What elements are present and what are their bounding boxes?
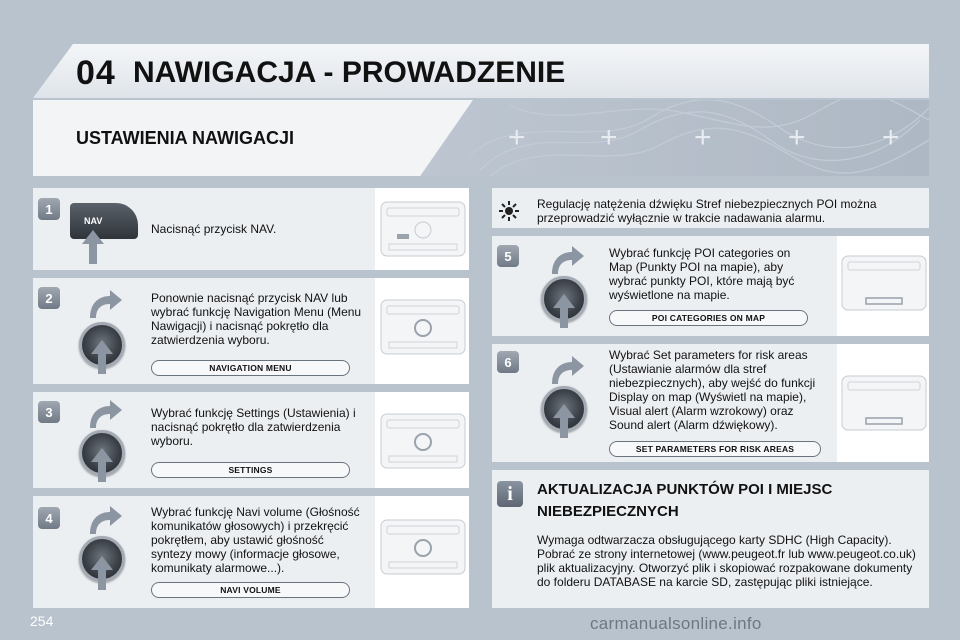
step-5-menu-pill: POI CATEGORIES ON MAP <box>609 310 808 326</box>
plus-decoration: + <box>882 121 900 154</box>
press-arrow-icon <box>553 404 575 438</box>
rotate-arrow-icon <box>548 356 584 386</box>
step-5-badge: 5 <box>497 245 519 267</box>
step-4-text: Wybrać funkcję Navi volume (Głośność komunikatów głosowych) i przekręcić pokrętłem, aby ustawić głośność syntezy mowy (informacje głosowe, komunikaty alarmowe...). <box>151 505 360 575</box>
press-arrow-icon <box>91 448 113 482</box>
radio-faceplate-illustration <box>840 372 928 436</box>
info-title: AKTUALIZACJA PUNKTÓW POI I MIEJSC NIEBEZPIECZNYCH <box>537 481 833 520</box>
page-title: NAWIGACJA - PROWADZENIE <box>133 56 566 89</box>
step-4-badge: 4 <box>38 507 60 529</box>
press-arrow-icon <box>82 230 104 264</box>
step-3-menu-pill: SETTINGS <box>151 462 350 478</box>
radio-faceplate-illustration <box>840 252 928 316</box>
step-5-text: Wybrać funkcję POI categories on Map (Punkty POI na mapie), aby wybrać punkty POI, które mają być wyświetlone na mapie. <box>609 246 795 302</box>
step-6-badge: 6 <box>497 351 519 373</box>
rotate-arrow-icon <box>86 290 122 320</box>
page-number: 254 <box>30 613 54 629</box>
nav-button <box>70 203 138 239</box>
plus-decoration: + <box>788 121 806 154</box>
info-body: Wymaga odtwarzacza obsługującego karty SDHC (High Capacity). Pobrać ze strony internetowej (www.peugeot.fr lub www.peugeot.co.uk) plik aktualizacyjny. Otworzyć plik i skopiować rozpakowane dokumenty do folderu DATABASE na karcie SD, zastępując pliki istniejące. <box>537 533 916 589</box>
section-title: USTAWIENIA NAWIGACJI <box>76 128 295 148</box>
radio-faceplate-illustration <box>379 296 467 360</box>
press-arrow-icon <box>91 340 113 374</box>
plus-decoration: + <box>508 121 526 154</box>
rotate-arrow-icon <box>548 246 584 276</box>
plus-decoration: + <box>694 121 712 154</box>
rotate-arrow-icon <box>86 506 122 536</box>
press-arrow-icon <box>553 294 575 328</box>
radio-faceplate-illustration <box>379 198 467 262</box>
tip-text: Regulację natężenia dźwięku Stref niebezpiecznych POI można przeprowadzić wyłącznie w trakcie nadawania alarmu. <box>537 197 877 225</box>
rotate-arrow-icon <box>86 400 122 430</box>
step-1-badge: 1 <box>38 198 60 220</box>
press-arrow-icon <box>91 556 113 590</box>
chapter-number: 04 <box>76 54 116 92</box>
step-6-text: Wybrać Set parameters for risk areas (Ustawianie alarmów dla stref niebezpiecznych), aby wejść do funkcji Display on map (Wyświetl na mapie), Visual alert (Alarm wzrokowy) oraz Sound alert (Alarm dźwiękowy). <box>609 348 816 432</box>
info-icon: i <box>497 481 523 507</box>
step-2-menu-pill: NAVIGATION MENU <box>151 360 350 376</box>
radio-faceplate-illustration <box>379 410 467 474</box>
plus-decoration: + <box>600 121 618 154</box>
settings-tip-icon <box>498 200 520 222</box>
step-3-badge: 3 <box>38 401 60 423</box>
nav-button-label: NAV <box>84 216 103 226</box>
step-3-text: Wybrać funkcję Settings (Ustawienia) i nacisnąć pokrętło dla zatwierdzenia wyboru. <box>151 406 356 448</box>
header-corner <box>33 44 73 98</box>
step-4-menu-pill: NAVI VOLUME <box>151 582 350 598</box>
step-1-text: Nacisnąć przycisk NAV. <box>151 222 277 236</box>
radio-faceplate-illustration <box>379 516 467 580</box>
watermark: carmanualsonline.info <box>590 614 762 633</box>
step-2-badge: 2 <box>38 287 60 309</box>
step-6-menu-pill: SET PARAMETERS FOR RISK AREAS <box>609 441 821 457</box>
step-2-text: Ponownie nacisnąć przycisk NAV lub wybrać funkcję Navigation Menu (Menu Nawigacji) i nacisnąć pokrętło dla zatwierdzenia wyboru. <box>151 291 362 347</box>
